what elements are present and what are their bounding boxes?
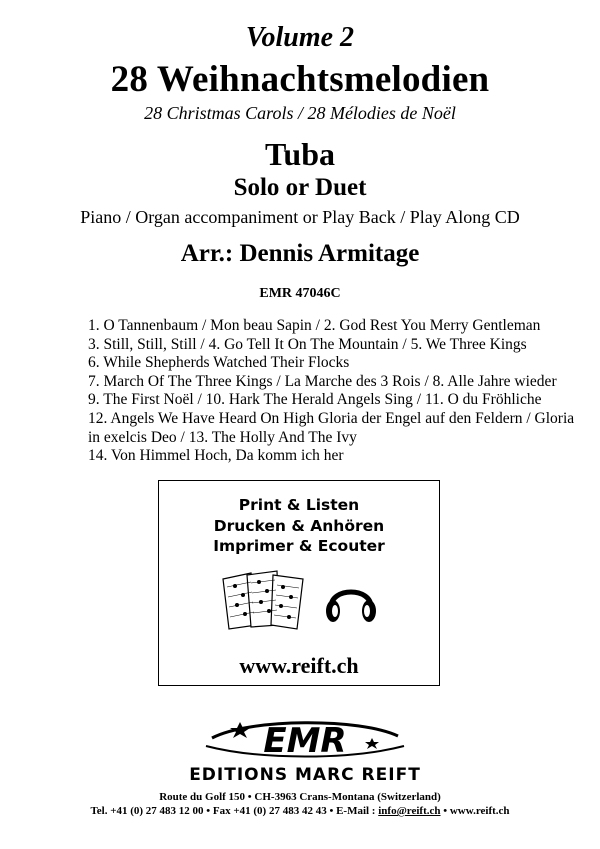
track-line: 7. March Of The Three Kings / La Marche des 3 Rois / 8. Alle Jahre wieder xyxy=(88,372,557,390)
headphones-icon xyxy=(323,573,379,629)
track-line: 3. Still, Still, Still / 4. Go Tell It On The Mountain / 5. We Three Kings xyxy=(88,335,527,353)
arranger: Arr.: Dennis Armitage xyxy=(180,240,420,267)
track-line: 12. Angels We Have Heard On High Gloria der Engel auf den Feldern / Gloria xyxy=(88,409,575,427)
emr-logo xyxy=(160,716,450,786)
print-listen-box xyxy=(158,480,440,686)
contact-website[interactable]: • www.reift.ch xyxy=(440,805,510,817)
email-link[interactable]: info@reift.ch xyxy=(378,805,441,817)
promo-line-de: Drucken & Anhören xyxy=(213,516,385,535)
website-link[interactable]: www.reift.ch xyxy=(239,653,359,678)
instrument-name: Tuba xyxy=(265,136,335,172)
publisher-address: Route du Golf 150 • CH-3963 Crans-Montana (Switzerland) xyxy=(159,791,441,803)
track-line: 14. Von Himmel Hoch, Da komm ich her xyxy=(88,447,344,465)
promo-line-fr: Imprimer & Ecouter xyxy=(213,537,385,555)
track-line: 6. While Shepherds Watched Their Flocks xyxy=(88,354,350,372)
page-title: 28 Weihnachtsmelodien xyxy=(110,59,490,100)
accompaniment-info: Piano / Organ accompaniment or Play Back / Play Along CD xyxy=(80,207,520,227)
track-list xyxy=(88,317,575,466)
volume-label: Volume 2 xyxy=(245,22,355,53)
instrument-setting: Solo or Duet xyxy=(233,174,367,201)
subtitle: 28 Christmas Carols / 28 Mélodies de Noël xyxy=(144,103,456,123)
logo-text: EMR xyxy=(263,721,347,761)
publisher-contact xyxy=(0,805,600,817)
promo-line-en: Print & Listen xyxy=(238,496,360,514)
publisher-name: EDITIONS MARC REIFT xyxy=(189,765,421,785)
sheet-music-icon xyxy=(221,569,311,631)
catalog-number: EMR 47046C xyxy=(259,286,341,301)
track-line: 1. O Tannenbaum / Mon beau Sapin / 2. God Rest You Merry Gentleman xyxy=(88,317,541,334)
track-line: in exelcis Deo / 13. The Holly And The Ivy xyxy=(88,428,357,446)
contact-phone-fax: Tel. +41 (0) 27 483 12 00 • Fax +41 (0) 27 483 42 43 • E-Mail : xyxy=(90,805,379,817)
track-line: 9. The First Noël / 10. Hark The Herald Angels Sing / 11. O du Fröhliche xyxy=(88,391,542,409)
promo-text xyxy=(159,495,439,557)
